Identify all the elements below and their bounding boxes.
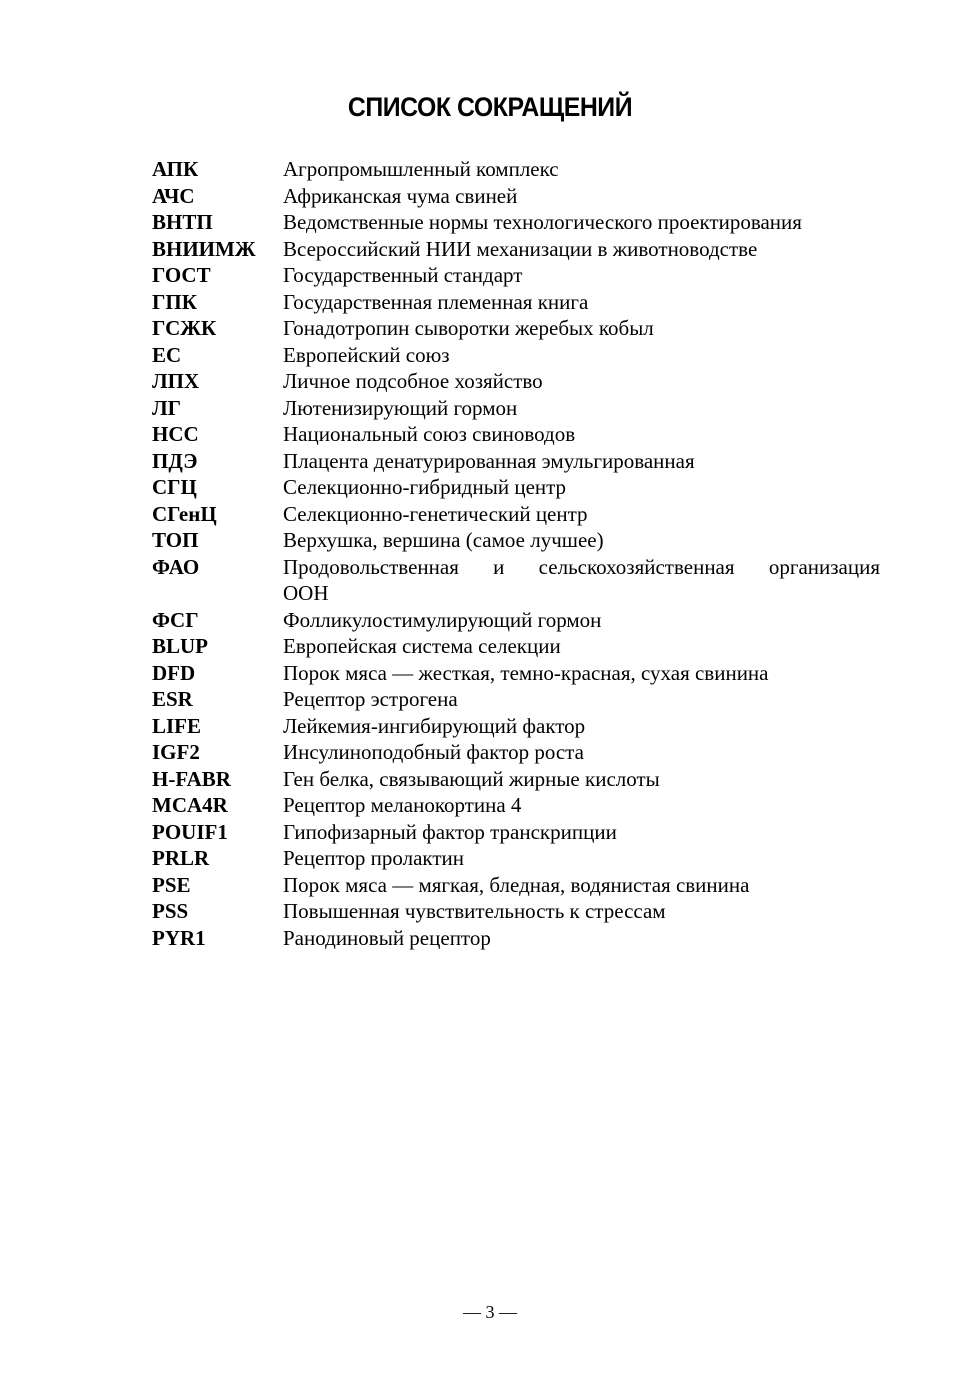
abbreviation-row — [152, 607, 880, 634]
abbreviation-list — [152, 156, 880, 951]
abbreviation-term: ФАО — [152, 554, 200, 579]
abbreviation-row — [152, 209, 880, 236]
abbreviation-definition: Рецептор пролактин — [283, 846, 465, 870]
abbreviation-definition: Порок мяса — жесткая, темно-красная, сухая свинина — [283, 660, 769, 685]
abbreviation-term: ФСГ — [152, 607, 199, 632]
abbreviation-definition: Африканская чума свиней — [283, 183, 518, 208]
page-number: — 3 — — [463, 1302, 517, 1322]
abbreviation-term: ГСЖК — [152, 316, 217, 340]
abbreviation-definition: Рецептор меланокортина 4 — [283, 793, 522, 817]
abbreviation-row — [152, 236, 880, 263]
abbreviation-row — [152, 819, 880, 846]
abbreviation-term: POUIF1 — [152, 819, 228, 844]
abbreviation-term: PRLR — [152, 846, 210, 870]
abbreviation-term: ВНТП — [152, 210, 213, 234]
abbreviation-row — [152, 792, 880, 819]
abbreviation-definition: Государственная племенная книга — [283, 289, 589, 314]
abbreviation-term: АЧС — [152, 183, 195, 208]
abbreviation-row — [152, 474, 880, 501]
abbreviation-definition: Лютенизирующий гормон — [283, 395, 518, 420]
abbreviation-row — [152, 368, 880, 395]
abbreviation-definition: Личное подсобное хозяйство — [283, 369, 543, 393]
abbreviation-row — [152, 342, 880, 369]
abbreviation-term: LIFE — [152, 713, 202, 738]
abbreviation-row — [152, 554, 880, 607]
abbreviation-term: BLUP — [152, 634, 209, 658]
abbreviation-row — [152, 713, 880, 740]
abbreviation-row — [152, 527, 880, 554]
abbreviation-definition: Европейская система селекции — [283, 634, 561, 658]
abbreviation-definition: Ведомственные нормы технологического проектирования — [283, 210, 802, 234]
abbreviation-definition: Инсулиноподобный фактор роста — [283, 740, 584, 764]
abbreviation-term: ЕС — [152, 342, 182, 367]
abbreviation-term: ПДЭ — [152, 448, 198, 473]
abbreviation-term: ВНИИМЖ — [152, 236, 256, 261]
abbreviation-row — [152, 183, 880, 210]
abbreviation-row — [152, 898, 880, 925]
abbreviation-definition: Плацента денатурированная эмульгированная — [283, 448, 695, 473]
abbreviation-row — [152, 395, 880, 422]
abbreviation-row — [152, 660, 880, 687]
abbreviation-definition: Агропромышленный комплекс — [283, 157, 559, 181]
abbreviation-term: ГОСТ — [152, 263, 211, 287]
abbreviation-row — [152, 289, 880, 316]
abbreviation-definition: Европейский союз — [283, 342, 450, 367]
abbreviation-term: ЛГ — [152, 395, 182, 420]
abbreviation-term: ЛПХ — [152, 369, 200, 393]
abbreviation-term: НСС — [152, 422, 199, 446]
abbreviation-term: ГПК — [152, 289, 197, 314]
abbreviation-definition: Рецептор эстрогена — [283, 687, 458, 711]
abbreviation-row — [152, 633, 880, 660]
abbreviation-row — [152, 421, 880, 448]
abbreviation-term: H-FABR — [152, 766, 231, 791]
abbreviation-term: ESR — [152, 687, 193, 711]
abbreviation-term: PYR1 — [152, 925, 206, 950]
abbreviation-definition: Всероссийский НИИ механизации в животноводстве — [283, 236, 758, 261]
abbreviation-term: АПК — [152, 157, 199, 181]
abbreviation-term: СГЦ — [152, 475, 197, 499]
abbreviation-definition: Верхушка, вершина (самое лучшее) — [283, 528, 604, 552]
abbreviation-term: IGF2 — [152, 740, 200, 764]
abbreviation-definition: Порок мяса — мягкая, бледная, водянистая свинина — [283, 872, 750, 897]
abbreviation-definition: Гипофизарный фактор транскрипции — [283, 819, 617, 844]
abbreviation-term: DFD — [152, 660, 196, 685]
abbreviation-term: PSS — [152, 899, 189, 923]
abbreviation-term: ТОП — [152, 528, 199, 552]
abbreviation-row — [152, 925, 880, 952]
abbreviation-row — [152, 262, 880, 289]
abbreviation-definition: Национальный союз свиноводов — [283, 422, 576, 446]
abbreviation-definition: Гонадотропин сыворотки жеребых кобыл — [283, 316, 654, 340]
abbreviation-definition: Продовольственная и сельскохозяйственная организация ООН — [283, 554, 880, 605]
abbreviation-row — [152, 845, 880, 872]
abbreviation-definition: Фолликулостимулирующий гормон — [283, 607, 602, 632]
abbreviation-row — [152, 315, 880, 342]
abbreviation-term: MCA4R — [152, 793, 228, 817]
abbreviation-definition: Государственный стандарт — [283, 263, 523, 287]
abbreviation-definition: Повышенная чувствительность к стрессам — [283, 899, 666, 923]
abbreviation-row — [152, 501, 880, 528]
abbreviation-term: СГенЦ — [152, 501, 217, 526]
abbreviation-definition: Ген белка, связывающий жирные кислоты — [283, 766, 660, 791]
abbreviation-row — [152, 448, 880, 475]
abbreviation-term: PSE — [152, 872, 191, 897]
abbreviation-definition: Лейкемия-ингибирующий фактор — [283, 713, 586, 738]
abbreviation-row — [152, 156, 880, 183]
abbreviation-definition: Селекционно-гибридный центр — [283, 475, 567, 499]
abbreviation-row — [152, 766, 880, 793]
page-title: СПИСОК СОКРАЩЕНИЙ — [347, 92, 633, 122]
abbreviation-row — [152, 686, 880, 713]
abbreviation-definition: Селекционно-генетический центр — [283, 501, 588, 526]
abbreviation-row — [152, 872, 880, 899]
abbreviation-row — [152, 739, 880, 766]
abbreviation-definition: Ранодиновый рецептор — [283, 925, 491, 950]
